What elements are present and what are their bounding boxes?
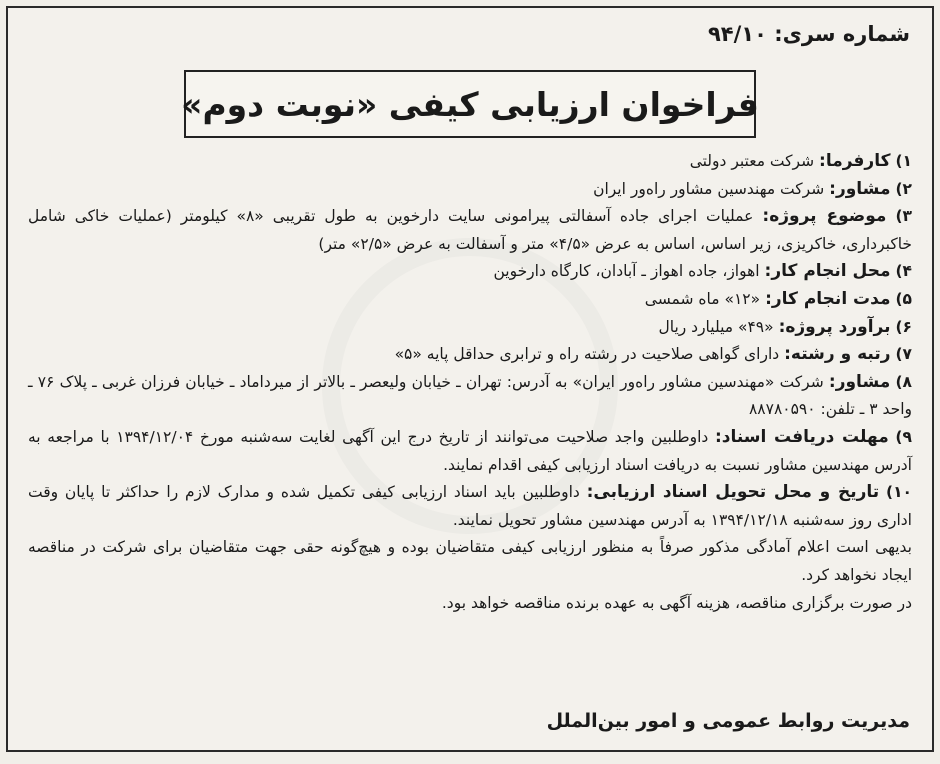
item-number: ۵) — [895, 289, 912, 308]
list-item — [28, 314, 912, 342]
item-number: ۲) — [895, 179, 912, 198]
item-text: عملیات اجرای جاده آسفالتی پیرامونی سایت دارخوین به طول تقریبی «۸» کیلومتر (عملیات خاکی شامل خاکبرداری، خاکریزی، زیر اساس، اساس به عرض «۴/۵» متر و آسفالت به عرض «۲/۵» متر) — [28, 207, 912, 253]
item-text: شرکت «مهندسین مشاور راه‌ور ایران» به آدرس: تهران ـ خیابان ولیعصر ـ بالاتر از میرداماد ـ خیابان فرزان غربی ـ پلاک ۷۶ ـ واحد ۳ ـ تلفن: ۸۸۷۸۰۵۹۰ — [28, 372, 912, 419]
item-label: تاریخ و محل تحویل اسناد ارزیابی: — [586, 482, 880, 503]
item-text: شرکت مهندسین مشاور راه‌ور ایران — [593, 179, 825, 198]
item-label: محل انجام کار: — [764, 261, 891, 282]
item-number: ۳) — [895, 207, 912, 226]
list-item — [28, 148, 912, 176]
list-item — [28, 479, 912, 534]
note-disclaimer: بدیهی است اعلام آمادگی مذکور صرفاً به منظور ارزیابی کیفی متقاضیان بوده و هیچ‌گونه حقی جهت متقاضیان برای شرکت در مناقصه ایجاد نخواهد کرد. — [28, 538, 912, 584]
item-label: مشاور: — [828, 371, 891, 392]
list-item — [28, 424, 912, 479]
list-item — [28, 341, 912, 369]
item-label: مهلت دریافت اسناد: — [714, 426, 889, 447]
item-label: موضوع پروژه: — [762, 206, 887, 227]
item-text: «۴۹» میلیارد ریال — [658, 317, 774, 336]
item-text: داوطلبین باید اسناد ارزیابی کیفی تکمیل شده و مدارک لازم را حداکثر تا پایان وقت اداری روز سه‌شنبه ۱۳۹۴/۱۲/۱۸ به آدرس مهندسین مشاور تحویل نمایند. — [28, 483, 912, 529]
item-number: ۴) — [895, 262, 912, 281]
tender-notice — [6, 6, 934, 752]
item-label: مدت انجام کار: — [765, 288, 891, 309]
item-number: ۱۰) — [885, 483, 912, 502]
item-number: ۸) — [895, 372, 913, 391]
issuer-signature: مدیریت روابط عمومی و امور بین‌الملل — [546, 710, 910, 732]
item-label: کارفرما: — [819, 151, 891, 171]
item-number: ۷) — [895, 345, 912, 364]
item-text: دارای گواهی صلاحیت در رشته راه و ترابری حداقل پایه «۵» — [394, 345, 780, 364]
item-number: ۶) — [895, 317, 912, 336]
notice-body — [28, 148, 912, 617]
list-item — [28, 203, 912, 258]
notice-title: فراخوان ارزیابی کیفی «نوبت دوم» — [184, 70, 756, 138]
item-text: شرکت معتبر دولتی — [689, 152, 815, 170]
item-text: «۱۲» ماه شمسی — [644, 289, 761, 308]
item-number: ۱) — [895, 152, 912, 170]
item-label: رتبه و رشته: — [784, 344, 891, 365]
list-item — [28, 176, 912, 204]
list-item — [28, 286, 912, 314]
item-text: اهواز، جاده اهواز ـ آبادان، کارگاه دارخوین — [493, 262, 760, 281]
item-label: مشاور: — [829, 178, 891, 199]
item-text: داوطلبین واجد صلاحیت می‌توانند از تاریخ درج این آگهی لغایت سه‌شنبه مورخ ۱۳۹۴/۱۲/۰۴ با مراجعه به آدرس مهندسین مشاور نسبت به دریافت اسناد ارزیابی کیفی اقدام نمایند. — [28, 427, 912, 474]
item-label: برآورد پروژه: — [778, 316, 891, 337]
note-ad-cost: در صورت برگزاری مناقصه، هزینه آگهی به عهده برنده مناقصه خواهد بود. — [441, 593, 912, 612]
serial-number: شماره سری: ۹۴/۱۰ — [707, 22, 910, 46]
list-item — [28, 369, 912, 424]
list-item — [28, 258, 912, 286]
item-number: ۹) — [895, 427, 912, 446]
